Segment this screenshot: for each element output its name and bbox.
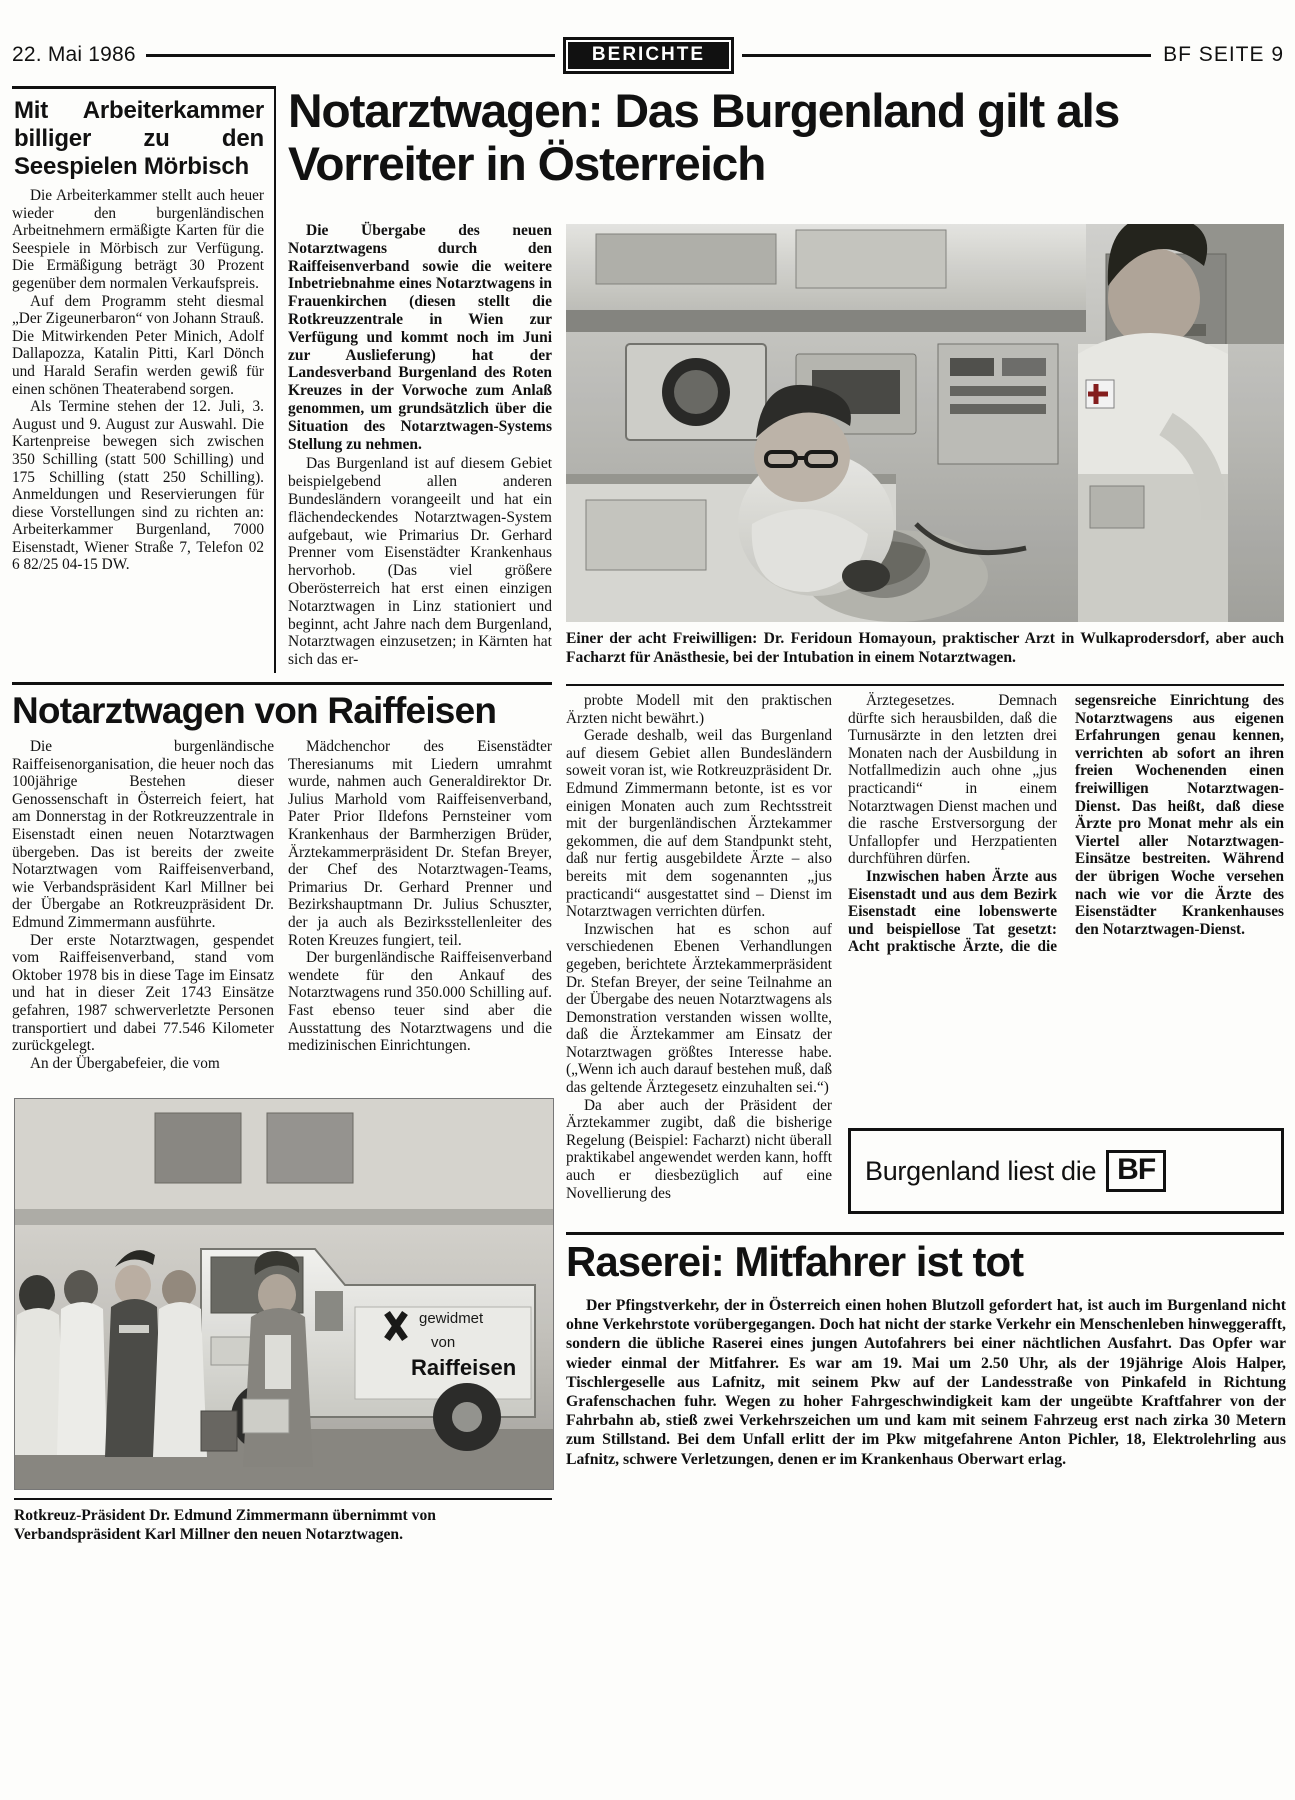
paragraph: Mädchenchor des Eisenstädter Theresianums mit Liedern umrahmt wurde, nahmen auch Generaldirektor Dr. Julius Marhold vom Raiffeisenverband, Pater Prior Ildefons Pernsteiner vom Krankenhaus der Barmherzigen Brüder, Ärztekammerpräsident Dr. Stefan Breyer, der Chef des Notarztwagen-Teams, Primarius Dr. Gerhard Prenner und Bezirkshauptmann Dr. Julius Schuszter, der ja auch als Bezirksstellenleiter des Roten Kreuzes fungiert, teil. [288,738,552,949]
paragraph: Gerade deshalb, weil das Burgenland auf diesem Gebiet allen Bundesländern soweit voran ist, wie Rotkreuzpräsident Dr. Edmund Zimmermann betonte, ist es vor einigen Monaten auch zum Rechtsstreit mit der burgenländischen Ärztekammer gekommen, die auf dem Standpunkt steht, daß nur fertig ausgebildete Ärzte – also bereits mit dem sogenannten „jus practicandi“ ausgestattet sind – Dienst im Notarztwagen verrichten dürfen. [566,727,832,921]
photo-notarztwagen-interior-image [566,224,1284,622]
bf-logo: BF [1106,1150,1166,1192]
article-arbeiterkammer-body [12,187,274,574]
paragraph: Der Pfingstverkehr, der in Österreich einen hohen Blutzoll gefordert hat, ist auch im Burgenland nicht ohne Verkehrstote vorübergegangen. Doch hat nicht der starke Verkehr ein Menschenleben hinweggerafft, sondern die übliche Raserei eines jungen Autofahrers bei einer nächtlichen Ausfahrt. Das Opfer war wieder einmal der Mitfahrer. Es war am 19. Mai um 2.50 Uhr, als der 19jährige Alois Halper, Tischlergeselle aus Lafnitz, mit seinem Pkw auf der Landesstraße von Pinkafeld in Richtung Grafenschachen fuhr. Wegen zu hoher Fahrgeschwindigkeit kam der ungeübte Kraftfahrer von der Fahrbahn ab, stieß zwei Verkehrszeichen um und kam mit seinem Fahrzeug erst nach zirka 30 Metern zum Stillstand. Bei dem Unfall erlitt der im Pkw mitgefahrene Anton Pichler, 18, Elektrolehrling aus Lafnitz, schwere Verletzungen, denen er im Krankenhaus Oberwart erlag. [566,1297,1286,1468]
divider-right [566,684,1284,686]
masthead [12,38,1284,72]
paragraph: probte Modell mit den praktischen Ärzten nicht bewährt.) [566,692,832,727]
article-raserei-headline: Raserei: Mitfahrer ist tot [566,1238,1024,1285]
paragraph: Der erste Notarztwagen, gespendet vom Raiffeisenverband, stand vom Oktober 1978 bis in diese Tage im Einsatz und hat in dieser Zeit 1743 Einsätze gefahren, 1987 schwerverletzte Personen transportiert und dabei 77.546 Kilometer zurückgelegt. [12,931,274,1055]
article-raiffeisen-column-1 [12,738,274,1088]
svg-text:von: von [431,1334,456,1351]
paragraph: Auf dem Programm steht diesmal „Der Zigeunerbaron“ von Johann Strauß. Die Mitwirkenden Peter Minich, Adolf Dallapozza, Katalin Pitti, Karl Dönch und Harald Serafin werden gewiß für einen schönen Theaterabend sorgen. [12,292,264,398]
paragraph: Das Burgenland ist auf diesem Gebiet beispielgebend allen anderen Bundesländern vorangeeilt und hat ein flächendeckendes Notarztwagen-System aufgebaut, wie Primarius Dr. Gerhard Prenner vom Eisenstädter Krankenhaus hervorhob. (Das viel größere Oberösterreich hat erst einen einzigen Notarztwagen in Linz stationiert und beginnt, acht Jahre nach dem Burgenland, Notarztwagen einzusetzen; in Kärnten hat sich das er- [288,455,552,669]
lead-bold [288,222,552,453]
paragraph: Die Arbeiterkammer stellt auch heuer wieder den burgenländischen Arbeitnehmern ermäßigte Karten für die Seespiele in Mörbisch zur Verfügung. Die Ermäßigung beträgt 30 Prozent gegenüber dem normalen Verkaufspreis. [12,187,264,292]
photo-notarztwagen-handover [14,1098,554,1490]
photo-notarztwagen-interior [566,224,1284,622]
main-headline: Notarztwagen: Das Burgenland gilt als Vorreiter in Österreich [288,84,1120,190]
paragraph: Der burgenländische Raiffeisenverband wendete für den Ankauf des Notarztwagens rund 350.000 Schilling auf. Fast ebenso teuer sind aber die Ausstattung des Notarztwagens und die medizinischen Einrichtungen. [288,949,552,1055]
paragraph: An der Übergabefeier, die vom [30,1054,220,1072]
issue-date: 22. Mai 1986 [12,43,136,66]
paragraph-bold: Inzwischen haben Ärzte aus Eisenstadt und aus dem Bezirk Eisenstadt eine lobenswerte und beispiellose Tat gesetzt: Acht praktische Ärzte, die die segensreiche Einrichtung des Notarztwagens aus eigenen Erfahrungen genau kennen, verrichten ab sofort an ihren freien Wochenenden einen freiwilligen Notarztwagen-Dienst. Das heißt, daß diese Ärzte pro Monat mehr als ein Viertel aller Notarztwagen-Einsätze bestreiten. Während der übrigen Woche versehen nach wie vor die Ärzte des Eisenstädter Krankenhauses den Notarztwagen-Dienst. [848,692,1284,956]
photo-caption-top: Einer der acht Freiwilligen: Dr. Feridoun Homayoun, praktischer Arzt in Wulkaprodersdorf, aber auch Facharzt für Anästhesie, bei der Intubation in einem Notarztwagen. [566,630,1284,666]
divider-raserei [566,1232,1284,1235]
paragraph: Die burgenländische Raiffeisenorganisation, die heuer noch das 100jährige Bestehen dieser Genossenschaft in Österreich feiert, hat am Donnerstag in der Rotkreuzzentrale in Eisenstadt einen neuen Notarztwagen übergeben. Das ist bereits der zweite Notarztwagen vom Raiffeisenverband, wie Verbandspräsident Karl Millner bei der Übergabe an Rotkreuzpräsident Dr. Edmund Zimmermann ausführte. [12,738,274,931]
page-number: BF SEITE 9 [1163,43,1285,66]
paragraph: Die Übergabe des neuen Notarztwagens durch den Raiffeisenverband sowie die weitere Inbetriebnahme eines Notarztwagens in Frauenkirchen (diesen stellt die Rotkreuzzentrale in Wien zur Verfügung und kommt noch im Juni zur Auslieferung) hat der Landesverband Burgenland des Roten Kreuzes in der Vorwoche zum Anlaß genommen, um grundsätzlich über die Situation des Notarztwagen-Systems Stellung zu nehmen. [288,222,552,453]
article-arbeiterkammer-headline: Mit Arbeiterkammer billiger zu den Seespielen Mörbisch [14,97,264,180]
svg-text:Raiffeisen: Raiffeisen [411,1355,517,1380]
promo-box[interactable] [848,1128,1284,1214]
article-raserei-body [566,1296,1286,1469]
photo-notarztwagen-handover-image [15,1099,553,1489]
paragraph: Da aber auch der Präsident der Ärztekammer zugibt, daß die bisherige Regelung (Beispiel: Facharzt) nicht überall praktikabel angewendet werden kann, hofft auch er diesbezüglich auf eine Novellierung des [566,1096,832,1202]
article-raiffeisen-headline: Notarztwagen von Raiffeisen [12,690,497,731]
paragraph: Als Termine stehen der 12. Juli, 3. August und 9. August zur Auswahl. Die Kartenpreise bewegen sich zwischen 350 Schilling (statt 500 Schilling) und 175 Schilling (statt 250 Schilling). Anmeldungen und Reservierungen für diese Vorstellungen sind zu richten an: Arbeiterkammer Burgenland, 7000 Eisenstadt, Wiener Straße 7, Telefon 02 6 82/25 04-15 DW. [12,398,264,574]
promo-text: Burgenland liest die [865,1155,1097,1186]
article-main-lead-column [288,222,552,669]
paragraph: Inzwischen hat es schon auf verschiedenen Ebenen Verhandlungen gegeben, berichtete Ärztekammerpräsident Dr. Stefan Breyer, der seine Teilnahme an der Übergabe des neuen Notarztwagens als Demonstration verstanden wissen wollte, daß die Ärztekammer am Einsatz der Notarztwagen größtes Interesse habe. („Wenn ich auch darauf bestehen muß, daß das geltende Ärztegesetz einzuhalten sei.“) [566,920,832,1097]
article-main-column-middle [566,692,832,1210]
masthead-rule-right [742,54,1151,57]
photo-caption-bottom: Rotkreuz-Präsident Dr. Edmund Zimmermann übernimmt von Verbandspräsident Karl Millner den neuen Notarztwagen. [14,1498,552,1544]
article-arbeiterkammer [12,86,276,673]
article-main-column-right [848,692,1284,1112]
svg-text:gewidmet: gewidmet [419,1310,484,1327]
section-badge: BERICHTE [563,37,734,74]
divider-left [12,682,552,685]
lead-continued [288,455,552,669]
article-raiffeisen-column-2 [288,738,552,1088]
masthead-rule-left [146,54,555,57]
paragraph: Ärztegesetzes. Demnach dürfte sich herausbilden, daß die Turnusärzte in den letzten drei Monaten nach der Ausbildung in Notfallmedizin auch ohne „jus practicandi“ in einem Notarztwagen Dienst machen und die rasche Erstversorgung der Unfallopfer und Herzpatienten durchführen dürfen. [848,692,1057,868]
